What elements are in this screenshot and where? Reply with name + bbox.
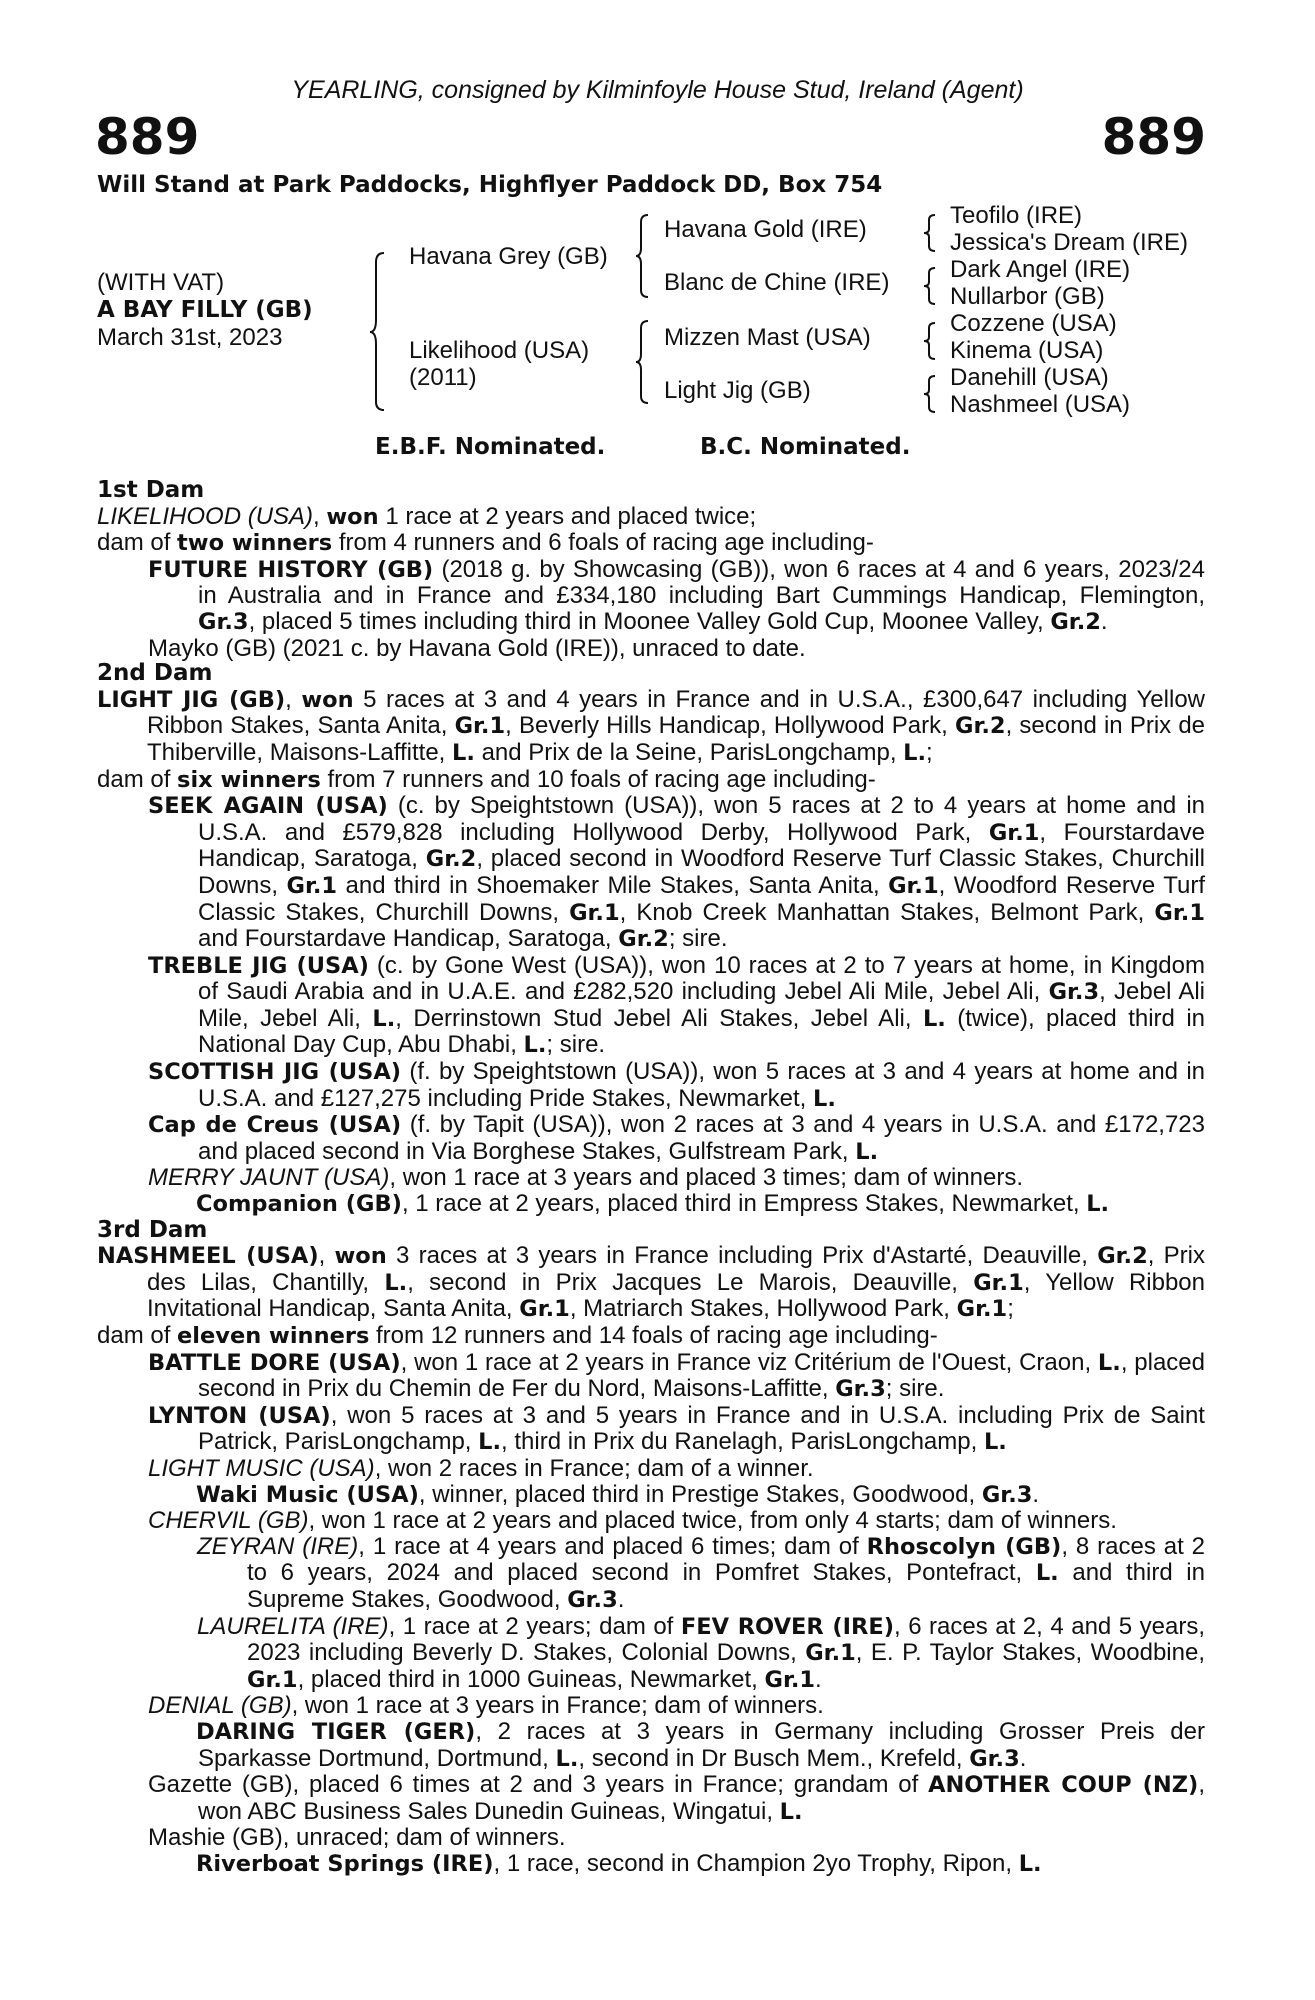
text-run: , 1 race at 4 years and placed 6 times; dam of (358, 1532, 867, 1560)
text-run: , won 1 race at 3 years in France; dam of winners. (291, 1692, 824, 1720)
pedigree-dam-dam: Light Jig (GB) (664, 377, 811, 404)
pedigree-entry (97, 557, 1205, 636)
dam-section (97, 661, 1205, 1217)
pedigree-bracket-1 (924, 214, 938, 252)
bold-run: Cap de Creus (USA) (148, 1112, 402, 1139)
bold-run: won (334, 1243, 387, 1270)
text-run: , second in Dr Busch Mem., Krefeld, (578, 1744, 970, 1772)
text-run: ; sire. (885, 1375, 945, 1403)
text-run (148, 1190, 196, 1217)
text-run: Gazette (GB), placed 6 times at 2 and 3 years in France; grandam of (148, 1771, 929, 1799)
text-run: , (313, 502, 327, 530)
text-run: dam of (97, 765, 178, 793)
bold-run: L. (855, 1138, 879, 1165)
bold-run: Gr.3 (981, 1481, 1033, 1508)
pedigree-dam: Likelihood (USA) (409, 337, 590, 364)
bold-run: LYNTON (USA) (148, 1402, 331, 1429)
bold-run: L. (779, 1798, 803, 1825)
pedigree-sire-sire: Havana Gold (IRE) (664, 216, 867, 243)
text-run: , 1 race at 2 years; dam of (388, 1612, 681, 1640)
section-heading: 3rd Dam (97, 1216, 208, 1243)
text-run: , Matriarch Stakes, Hollywood Park, (569, 1295, 957, 1323)
text-run: , second in Prix Jacques Le Marois, Deauville, (407, 1268, 974, 1296)
text-run: , (318, 1242, 335, 1270)
italic-run: LIGHT MUSIC (USA) (148, 1454, 375, 1482)
pedigree-entry (97, 1614, 1205, 1694)
bold-run: Gr.3 (835, 1376, 886, 1403)
text-run: , 2 races at 3 years in Germany including Grosser Preis der Sparkasse Dortmund, Dortmund, (198, 1717, 1205, 1772)
text-run: 5 races at 3 and 4 years in France and in U.S.A., £300,647 including Yellow Ribbon Stakes, Santa Anita, (147, 685, 1205, 740)
vat-note: (WITH VAT) (97, 269, 225, 296)
pedigree-sds: Dark Angel (IRE) (950, 256, 1131, 283)
pedigree-entry (97, 767, 1205, 794)
text-run: and Prix de la Seine, ParisLongchamp, (474, 738, 904, 766)
pedigree-entry (97, 1112, 1205, 1165)
bold-run: FUTURE HISTORY (GB) (148, 556, 434, 583)
bold-run: L. (452, 739, 475, 766)
bold-run: BATTLE DORE (USA) (148, 1349, 401, 1376)
italic-run: LAURELITA (IRE) (197, 1612, 389, 1640)
pedigree-bracket-3 (924, 322, 938, 360)
pedigree-sdd: Nullarbor (GB) (950, 283, 1105, 310)
pedigree-dss: Cozzene (USA) (950, 310, 1117, 337)
text-run: ; sire. (546, 1031, 606, 1059)
text-run: , placed 5 times including third in Moonee Valley Gold Cup, Moonee Valley, (248, 607, 1051, 635)
text-run: , won 2 races in France; dam of a winner. (374, 1454, 814, 1482)
bold-run: Gr.2 (1050, 608, 1101, 635)
bold-run: Waki Music (USA) (196, 1481, 419, 1508)
text-run: , Derrinstown Stud Jebel Ali Stakes, Jebel Ali, (395, 1004, 923, 1032)
pedigree-entry (97, 1851, 1205, 1878)
text-run: dam of (97, 1322, 178, 1349)
text-run: , Beverly Hills Handicap, Hollywood Park, (505, 712, 955, 740)
dam-section (97, 478, 1205, 661)
text-run: , won 1 race at 2 years in France viz Critérium de l'Ouest, Craon, (400, 1348, 1098, 1376)
italic-run: DENIAL (GB) (148, 1692, 292, 1720)
text-run: and third in Shoemaker Mile Stakes, Santa Anita, (337, 871, 889, 899)
text-run: 3 races at 3 years in France including Prix d'Astarté, Deauville, (386, 1242, 1098, 1270)
bold-run: L. (903, 739, 927, 766)
pedigree-entry (97, 1719, 1205, 1772)
pedigree-ddd: Nashmeel (USA) (950, 391, 1131, 418)
bold-run: L. (384, 1269, 408, 1296)
italic-run: LIKELIHOOD (USA) (97, 502, 314, 530)
text-run: ; sire. (668, 925, 728, 953)
pedigree-sss: Teofilo (IRE) (950, 202, 1083, 229)
text-run: , 1 race, second in Champion 2yo Trophy, Ripon, (493, 1849, 1019, 1877)
bold-run: won (326, 503, 379, 530)
bold-run: TREBLE JIG (USA) (148, 952, 369, 979)
pedigree-entry (97, 1456, 1205, 1482)
stand-location: Will Stand at Park Paddocks, Highflyer Paddock DD, Box 754 (97, 172, 883, 198)
bold-run: L. (922, 1005, 946, 1032)
text-run: from 4 runners and 6 foals of racing age including- (332, 529, 874, 557)
bold-run: L. (372, 1005, 396, 1032)
bold-run: L. (523, 1032, 547, 1059)
bold-run: Rhoscolyn (GB) (866, 1533, 1062, 1560)
bold-run: LIGHT JIG (GB) (97, 686, 286, 713)
pedigree-bracket-2 (924, 267, 938, 305)
text-run: . (815, 1665, 822, 1693)
text-run: (2018 g. by Showcasing (GB)), won 6 races at 4 and 6 years, 2023/24 in Australia and in France and £334,180 including Bart Cummings Handicap, Flemington, (198, 555, 1205, 610)
bold-run: won (301, 686, 354, 713)
section-heading: 1st Dam (97, 477, 205, 503)
text-run: (c. by Gone West (USA)), won 10 races at 2 to 7 years at home, in Kingdom of Saudi Arabia and in U.A.E. and £282,520 including Jebel Ali Mile, Jebel Ali, (198, 951, 1205, 1006)
pedigree-dsd: Kinema (USA) (950, 337, 1104, 364)
text-run: , 1 race at 2 years, placed third in Empress Stakes, Newmarket, (401, 1190, 1087, 1218)
text-run: and third in Supreme Stakes, Goodwood, (247, 1559, 1205, 1613)
bold-run: Gr.3 (567, 1586, 618, 1613)
lot-number-left: 889 (95, 108, 200, 166)
bold-run: Gr.1 (888, 872, 939, 899)
text-run (148, 1481, 196, 1508)
pedigree-sire: Havana Grey (GB) (409, 243, 608, 270)
text-run (148, 1850, 196, 1877)
bold-run: SCOTTISH JIG (USA) (148, 1059, 402, 1086)
bold-run: Gr.1 (988, 819, 1040, 846)
text-run: and Fourstardave Handicap, Saratoga, (198, 925, 619, 953)
bold-run: L. (813, 1085, 836, 1112)
catalogue-body (97, 478, 1205, 1877)
pedigree-ssd: Jessica's Dream (IRE) (950, 229, 1188, 256)
pedigree-entry (97, 1059, 1205, 1112)
text-run: Mashie (GB), unraced; dam of winners. (148, 1824, 566, 1852)
text-run: , won ABC Business Sales Dunedin Guineas, Wingatui, (198, 1771, 1205, 1825)
bold-run: L. (1086, 1191, 1110, 1218)
text-run: , Woodford Reserve Turf Classic Stakes, Churchill Downs, (198, 871, 1205, 926)
text-run: . (1032, 1480, 1040, 1508)
text-run: , Knob Creek Manhattan Stakes, Belmont Park, (619, 898, 1155, 926)
bold-run: Gr.2 (1097, 1243, 1148, 1270)
italic-run: MERRY JAUNT (USA) (148, 1164, 390, 1192)
bold-run: Gr.3 (1048, 979, 1100, 1006)
pedigree-entry (97, 504, 1205, 531)
pedigree-entry (97, 1403, 1205, 1456)
consignor-line: YEARLING, consigned by Kilminfoyle House Stud, Ireland (Agent) (291, 76, 1024, 104)
bold-run: Gr.3 (198, 608, 249, 635)
pedigree-entry (97, 1534, 1205, 1614)
horse-name: A BAY FILLY (GB) (97, 297, 313, 323)
pedigree-entry (97, 1165, 1205, 1191)
text-run: from 12 runners and 14 foals of racing age including- (369, 1322, 938, 1349)
bold-run: L. (555, 1745, 579, 1772)
pedigree-bracket-4 (924, 375, 938, 413)
bold-run: Gr.1 (764, 1666, 816, 1693)
bold-run: Gr.1 (519, 1296, 570, 1323)
pedigree-entry (97, 1482, 1205, 1509)
bold-run: Gr.1 (1154, 899, 1205, 926)
pedigree-entry (97, 1323, 1205, 1350)
bold-run: Riverboat Springs (IRE) (196, 1850, 494, 1877)
bold-run: Companion (GB) (196, 1191, 402, 1218)
pedigree-bracket-dam (636, 320, 652, 404)
pedigree-entry (97, 1508, 1205, 1534)
text-run: , E. P. Taylor Stakes, Woodbine, (855, 1639, 1205, 1667)
pedigree-entry (97, 1243, 1205, 1323)
italic-run: CHERVIL (GB) (148, 1507, 309, 1535)
text-run: , (285, 685, 302, 713)
bold-run: Gr.1 (956, 1296, 1008, 1323)
bold-run: six winners (177, 766, 321, 793)
pedigree-entry (97, 636, 1205, 662)
pedigree-entry (97, 1191, 1205, 1218)
text-run: Mayko (GB) (2021 c. by Havana Gold (IRE)), unraced to date. (148, 634, 806, 662)
pedigree-entry (97, 1772, 1205, 1825)
text-run: , won 1 race at 3 years and placed 3 times; dam of winners. (389, 1164, 1024, 1192)
bold-run: L. (983, 1429, 1007, 1456)
ebf-nominated: E.B.F. Nominated. (375, 434, 606, 460)
text-run: , placed third in 1000 Guineas, Newmarket, (297, 1665, 765, 1693)
pedigree-dds: Danehill (USA) (950, 364, 1109, 391)
bold-run: FEV ROVER (IRE) (680, 1613, 894, 1640)
text-run: , won 1 race at 2 years and placed twice, from only 4 starts; dam of winners. (308, 1507, 1117, 1535)
pedigree-bracket-main (370, 252, 390, 412)
pedigree-dam-sire: Mizzen Mast (USA) (664, 324, 871, 351)
text-run (148, 1718, 196, 1745)
text-run: . (617, 1585, 625, 1613)
bold-run: ANOTHER COUP (NZ) (928, 1772, 1199, 1799)
text-run: , won 5 races at 3 and 5 years in France and in U.S.A. including Prix de Saint Patrick, ParisLongchamp, (198, 1401, 1205, 1456)
text-run: , Prix des Lilas, Chantilly, (147, 1242, 1205, 1296)
section-heading: 2nd Dam (97, 660, 213, 687)
bold-run: SEEK AGAIN (USA) (148, 793, 388, 820)
pedigree-sire-dam: Blanc de Chine (IRE) (664, 269, 890, 296)
text-run: , Fourstardave Handicap, Saratoga, (198, 818, 1206, 873)
text-run: , 8 races at 2 to 6 years, 2024 and placed second in Pomfret Stakes, Pontefract, (247, 1532, 1205, 1587)
bold-run: L. (1035, 1560, 1059, 1587)
bold-run: Gr.1 (569, 899, 620, 926)
text-run: ; (1007, 1295, 1014, 1323)
text-run: 1 race at 2 years and placed twice; (378, 502, 757, 530)
dam-section (97, 1218, 1205, 1878)
foaling-date: March 31st, 2023 (97, 324, 283, 351)
text-run: , second in Prix de Thiberville, Maisons-Laffitte, (147, 712, 1206, 766)
pedigree-entry (97, 1693, 1205, 1719)
pedigree-dam-year: (2011) (409, 364, 477, 391)
text-run: (f. by Speightstown (USA)), won 5 races at 3 and 4 years at home and in U.S.A. and £127,275 including Pride Stakes, Newmarket, (198, 1058, 1205, 1112)
text-run: dam of (97, 529, 178, 557)
pedigree-entry (97, 530, 1205, 557)
bold-run: L. (478, 1429, 502, 1456)
text-run: , winner, placed third in Prestige Stakes, Goodwood, (418, 1480, 982, 1508)
pedigree-bracket-sire (636, 214, 652, 298)
pedigree-entry (97, 1825, 1205, 1851)
text-run: (twice), placed third in National Day Cup, Abu Dhabi, (198, 1004, 1206, 1059)
bold-run: Gr.1 (454, 713, 506, 740)
bold-run: Gr.2 (618, 926, 669, 953)
text-run: , 6 races at 2, 4 and 5 years, 2023 including Beverly D. Stakes, Colonial Downs, (247, 1612, 1206, 1667)
bold-run: L. (1097, 1349, 1121, 1376)
text-run: , Jebel Ali Mile, Jebel Ali, (198, 978, 1205, 1032)
text-run: , third in Prix du Ranelagh, ParisLongchamp, (501, 1428, 984, 1456)
bold-run: L. (1018, 1850, 1042, 1877)
bold-run: Gr.1 (247, 1666, 298, 1693)
text-run: , placed second in Prix du Chemin de Fer du Nord, Maisons-Laffitte, (198, 1348, 1205, 1403)
lot-number-right: 889 (1101, 108, 1206, 166)
bold-run: Gr.1 (973, 1269, 1024, 1296)
pedigree-entry (97, 1350, 1205, 1403)
bold-run: eleven winners (177, 1323, 370, 1349)
text-run: , Yellow Ribbon Invitational Handicap, Santa Anita, (147, 1268, 1205, 1323)
bc-nominated: B.C. Nominated. (700, 434, 911, 460)
text-run: . (1019, 1744, 1027, 1772)
bold-run: two winners (177, 530, 333, 557)
pedigree-entry (97, 793, 1205, 953)
bold-run: NASHMEEL (USA) (97, 1243, 319, 1270)
text-run: (c. by Speightstown (USA)), won 5 races at 2 to 4 years at home and in U.S.A. and £579,828 including Hollywood Derby, Hollywood Park, (198, 792, 1206, 846)
bold-run: Gr.1 (805, 1640, 856, 1667)
text-run: ; (926, 738, 933, 766)
bold-run: Gr.2 (425, 846, 477, 873)
pedigree-entry (97, 953, 1205, 1059)
text-run: . (1100, 607, 1108, 635)
bold-run: DARING TIGER (GER) (196, 1718, 476, 1745)
text-run: from 7 runners and 10 foals of racing age including- (320, 765, 876, 793)
italic-run: ZEYRAN (IRE) (197, 1532, 359, 1560)
bold-run: Gr.3 (969, 1745, 1020, 1772)
pedigree-entry (97, 687, 1205, 767)
text-run: , placed second in Woodford Reserve Turf Classic Stakes, Churchill Downs, (198, 845, 1206, 899)
bold-run: Gr.2 (955, 713, 1006, 740)
text-run: (f. by Tapit (USA)), won 2 races at 3 and 4 years in U.S.A. and £172,723 and placed second in Via Borghese Stakes, Gulfstream Park, (198, 1111, 1206, 1165)
bold-run: Gr.1 (286, 872, 338, 899)
